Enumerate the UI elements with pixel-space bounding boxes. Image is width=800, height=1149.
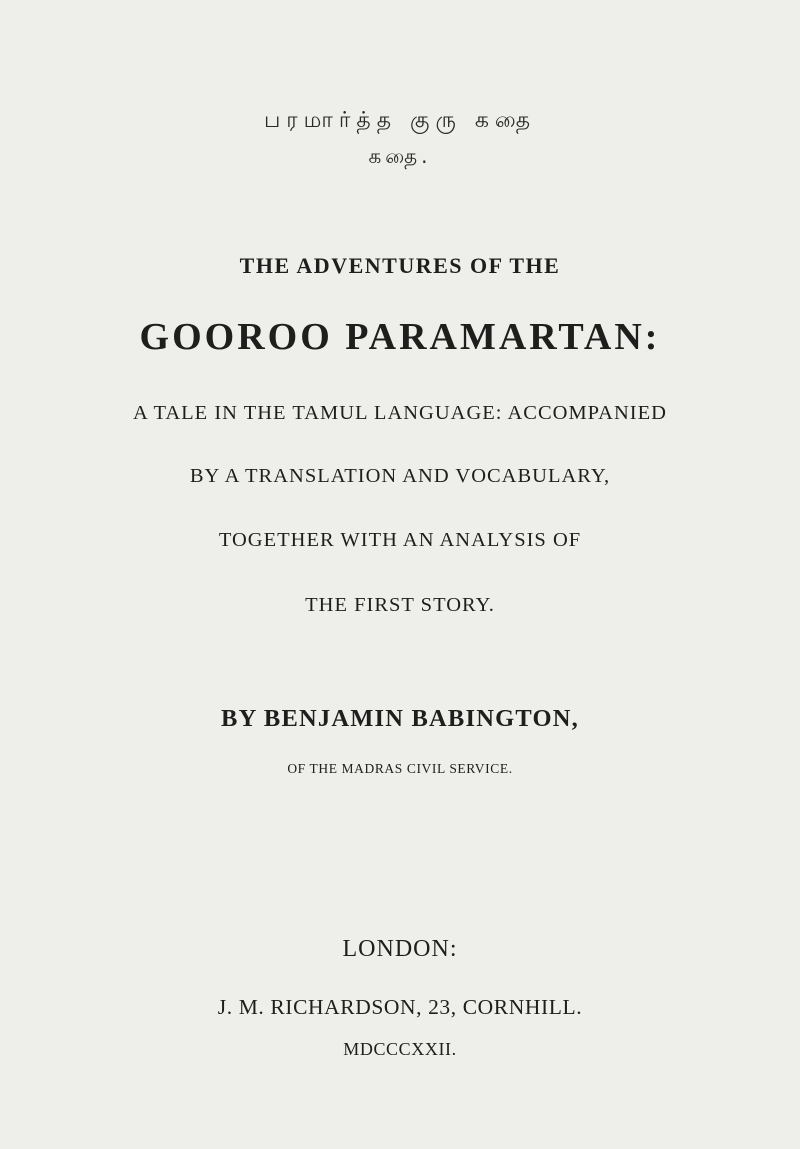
tamil-title-line-1: பரமார்த்த குரு கதை <box>263 108 537 133</box>
author-affiliation: OF THE MADRAS CIVIL SERVICE. <box>287 761 513 776</box>
subtitle-line-1: A TALE IN THE TAMUL LANGUAGE: ACCOMPANIED <box>133 402 667 424</box>
tamil-title-line-2: கதை. <box>368 144 432 168</box>
author-line: BY BENJAMIN BABINGTON, <box>221 705 579 732</box>
subtitle-line-4: THE FIRST STORY. <box>305 594 495 616</box>
publisher-line: J. M. RICHARDSON, 23, CORNHILL. <box>217 995 583 1019</box>
main-title: GOOROO PARAMARTAN: <box>139 316 661 358</box>
subtitle-line-2: BY A TRANSLATION AND VOCABULARY, <box>189 465 611 487</box>
subtitle-line-3: TOGETHER WITH AN ANALYSIS OF <box>218 529 582 551</box>
publication-date: MDCCCXXII. <box>343 1039 457 1059</box>
adventures-heading: THE ADVENTURES OF THE <box>239 253 561 278</box>
publication-place: LONDON: <box>342 936 458 962</box>
